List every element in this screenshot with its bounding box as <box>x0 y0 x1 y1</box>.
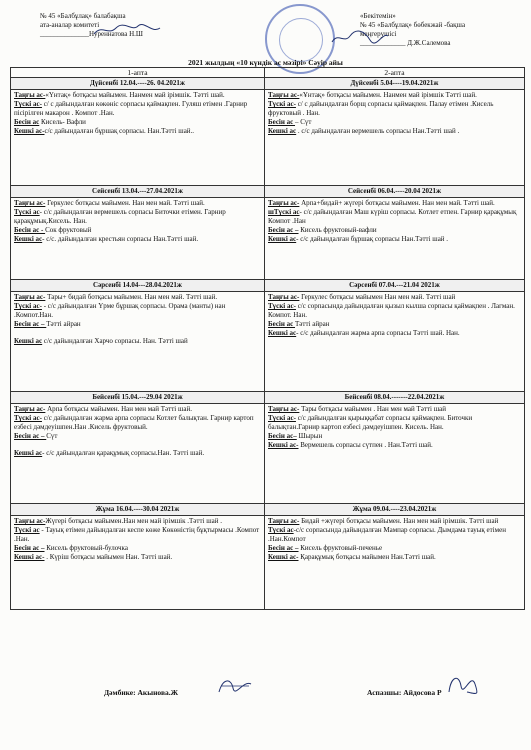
meal-snack: Бесін ас– Шырын <box>268 432 323 440</box>
day-menu-row <box>11 516 525 610</box>
meal-snack: Бесін ас – Кисель фруктовый-печенье <box>268 544 383 552</box>
day-title-left: Сәрсенбі 14.04---28.04.2021ж <box>11 280 265 292</box>
meal-lunch: Түскі ас - Тауық етімен дайындалған кеспе көже Көкөністің бұқтырмасы .Компот .Нан. <box>14 526 260 543</box>
meal-lunch: Түскі ас-с/с сорпасында дайындалған Мампар сорпасы. Дымдама тауық етімен .Нан.Компот <box>268 526 506 543</box>
week-2-header: 2-апта <box>265 68 525 78</box>
menu-cell-right <box>265 292 525 392</box>
meal-dinner: Кешкі ас- Қарақұмық ботқасы майымен Нан.Тәтті шай. <box>268 553 436 561</box>
menu-cell-left <box>11 90 265 186</box>
menu-cell-right <box>265 516 525 610</box>
day-title-right: Жұма 09.04.----23.04.2021ж <box>265 504 525 516</box>
meal-dinner: Кешкі ас- с/с. дайындалған крестьян сорпасы Нан.Тәтті шай. <box>14 235 199 243</box>
menu-cell-left <box>11 292 265 392</box>
day-title-right: Бейсенбі 08.04.-------22.04.2021ж <box>265 392 525 404</box>
day-header-row <box>11 78 525 90</box>
meal-breakfast: Таңғы ас- Тары ботқасы майымен . Нан мен май Тәтті шай <box>268 405 446 413</box>
day-menu-row <box>11 292 525 392</box>
dietitian-signature-line: Дәмбике: Акынова.Ж <box>104 688 179 697</box>
meal-breakfast: Таңғы ас- Арпа+бидай+ жүгері ботқасы майымен. Нан мен май. Тәтті шай. <box>268 199 495 207</box>
day-title-left: Жұма 16.04.----30.04 2021ж <box>11 504 265 516</box>
week-header-row <box>11 68 525 78</box>
signature-left-icon <box>92 22 162 38</box>
meal-snack: Бесін ас Кисель- Вафли <box>14 118 86 126</box>
meal-dinner: Кешкі ас- Вермешель сорпасы сүтпен . Нан.Тәтті шай. <box>268 441 433 449</box>
meal-lunch: Түскі ас- с/с дайындалған вермешель сорпасы Биточки етімен. Гарнир қарақұмық.Кисель. Нан. <box>14 208 226 225</box>
meal-dinner: Кешкі ас-с/с дайындалған бұршақ сорпасы. Нан.Тәтті шай.. <box>14 127 195 135</box>
meal-breakfast: Таңғы ас-«Ұнтақ» ботқасы майымен. Нанмен май ірімшік Тәтті шай. <box>268 91 477 99</box>
day-menu-row <box>11 90 525 186</box>
meal-dinner: Кешкі ас- с/с дайындалған қарақұмық сорпасы.Нан. Тәтті шай. <box>14 449 205 457</box>
menu-cell-left <box>11 516 265 610</box>
menu-cell-right <box>265 198 525 280</box>
day-header-row <box>11 186 525 198</box>
meal-breakfast: Таңғы ас-Жүгері ботқасы майымен.Нан мен май ірімшік .Тәтті шай . <box>14 517 222 525</box>
day-header-row <box>11 280 525 292</box>
day-header-row <box>11 392 525 404</box>
meal-lunch: Түскі ас- с/ с дайындалған көкөніс сорпасы қаймақпен. Гуляш етімен .Гарнир пісірілген макарон . Компот .Нан. <box>14 100 248 117</box>
meal-dinner: Кешкі ас- с/с дайындалған жарма арпа сорпасы Тәтті шай. Нан. <box>268 329 460 337</box>
meal-snack: Бесін ас – Сүт <box>14 432 58 440</box>
meal-snack: Бесін ас – Сүт <box>268 118 312 126</box>
meal-breakfast: Таңғы ас- Бидай +жүгері ботқасы майымен. Нан мен май ірімшік. Тәтті шай <box>268 517 499 525</box>
day-title-right: Дүйсенбі 5.04----19.04.2021ж <box>265 78 525 90</box>
meal-lunch: Түскі ас- с/ с дайындалған борщ сорпасы қаймақпен. Палау етімен .Кисель фруктовый . Нан. <box>268 100 494 117</box>
approval-word: «Бекітемін» <box>360 12 396 20</box>
signature-right-icon <box>330 28 390 46</box>
day-title-left: Дүйсенбі 12.04.----26. 04.2021ж <box>11 78 265 90</box>
meal-lunch: Түскі ас- с/с дайындалған жарма арпа сорпасы Котлет балықтан. Гарнир картоп езбесі дәмдеуішпен.Нан .Кисель фруктовый. <box>14 414 254 431</box>
meal-dinner: Кешкі ас- . Күріш ботқасы майымен Нан. Тәтті шай. <box>14 553 173 561</box>
parents-committee: ата-аналар комитеті <box>40 21 100 29</box>
meal-breakfast: Таңғы ас- Арпа ботқасы майымен. Нан мен май Тәтті шай. <box>14 405 192 413</box>
committee-signatory: ______________Нуреннатова Н.Ш <box>40 30 143 38</box>
menu-cell-left <box>11 404 265 504</box>
cook-signature-line: Аспазшы: Айдосова Р <box>367 688 442 697</box>
signature-dietitian-icon <box>215 674 255 696</box>
meal-breakfast: Таңғы ас- Геркулес ботқасы майымен. Нан мен май. Тәтті шай. <box>14 199 205 207</box>
meal-snack: Бесін ас Тәтті айран <box>268 320 330 328</box>
meal-dinner: Кешкі ас с/с дайындалған Харчо сорпасы. Нан. Тәтті шай <box>14 337 188 345</box>
day-title-left: Сейсенбі 13.04.---27.04.2021ж <box>11 186 265 198</box>
menu-cell-right <box>265 404 525 504</box>
day-menu-row <box>11 198 525 280</box>
head-signatory: _____________ Д.Ж.Салемова <box>360 39 451 47</box>
menu-table <box>10 67 525 610</box>
day-menu-row <box>11 404 525 504</box>
kindergarten-name: № 45 «Балбұлақ» балабақша <box>40 12 126 20</box>
meal-lunch: Түскі ас- - с/с дайындалған Үрме бұршақ сорпасы. Орама (манты) нан .Компот.Нан. <box>14 302 226 319</box>
meal-snack: Бесін ас – Кисель фруктовый-булочка <box>14 544 128 552</box>
meal-snack: Бесін ас – Кисель фруктовый-вафли <box>268 226 377 234</box>
meal-lunch: шТүскі ас- с/с дайындалған Маш күріш сорпасы. Котлет етпен. Гарнир қарақұмық Компот .Нан <box>268 208 517 225</box>
signature-cook-icon <box>445 670 481 698</box>
institution-name: № 45 «Балбұлақ» бөбекжай -бақша <box>360 21 466 29</box>
meal-breakfast: Таңғы ас-«Үнтақ» ботқасы майымен. Нанмен май ірімшік. Тәтті шай. <box>14 91 225 99</box>
week-1-header: 1-апта <box>11 68 265 78</box>
meal-lunch: Түскі ас- с/с сорпасында дайындалған қызыл кылша сорпасы қаймақпен . Лагман. Компот. Нан. <box>268 302 515 319</box>
day-title-left: Бейсенбі 15.04.---29.04 2021ж <box>11 392 265 404</box>
day-title-right: Сейсенбі 06.04.----20.04 2021ж <box>265 186 525 198</box>
document-title: 2021 жылдың «10 күндік ас мәзірі» Сәуір айы <box>188 58 343 67</box>
meal-snack: Бесін ас – Тәтті айран <box>14 320 81 328</box>
meal-lunch: Түскі ас- с/с дайындалған қырыққабат сорпасы қаймақпен. Биточки балықтан.Гарнир картоп езбесі дәмдеуішпен. Кисель. Нан. <box>268 414 473 431</box>
menu-cell-right <box>265 90 525 186</box>
head-title: меңгерушісі <box>360 30 397 38</box>
meal-breakfast: Таңғы ас- Тары+ бидай ботқасы майымен. Нан мен май. Тәтті шай. <box>14 293 218 301</box>
menu-cell-left <box>11 198 265 280</box>
meal-snack: Бесін ас - Сок фруктовый <box>14 226 92 234</box>
day-header-row <box>11 504 525 516</box>
meal-breakfast: Таңғы ас- Геркулес ботқасы майымен Нан мен май. Тәтті шай <box>268 293 456 301</box>
meal-dinner: Кешкі ас . с/с дайындалған вермешель сорпасы Нан.Тәтті шай . <box>268 127 460 135</box>
day-title-right: Сәрсенбі 07.04.---21.04 2021ж <box>265 280 525 292</box>
meal-dinner: Кешкі ас- с/с дайындалған бұршақ сорпасы Нан.Тәтті шай . <box>268 235 449 243</box>
